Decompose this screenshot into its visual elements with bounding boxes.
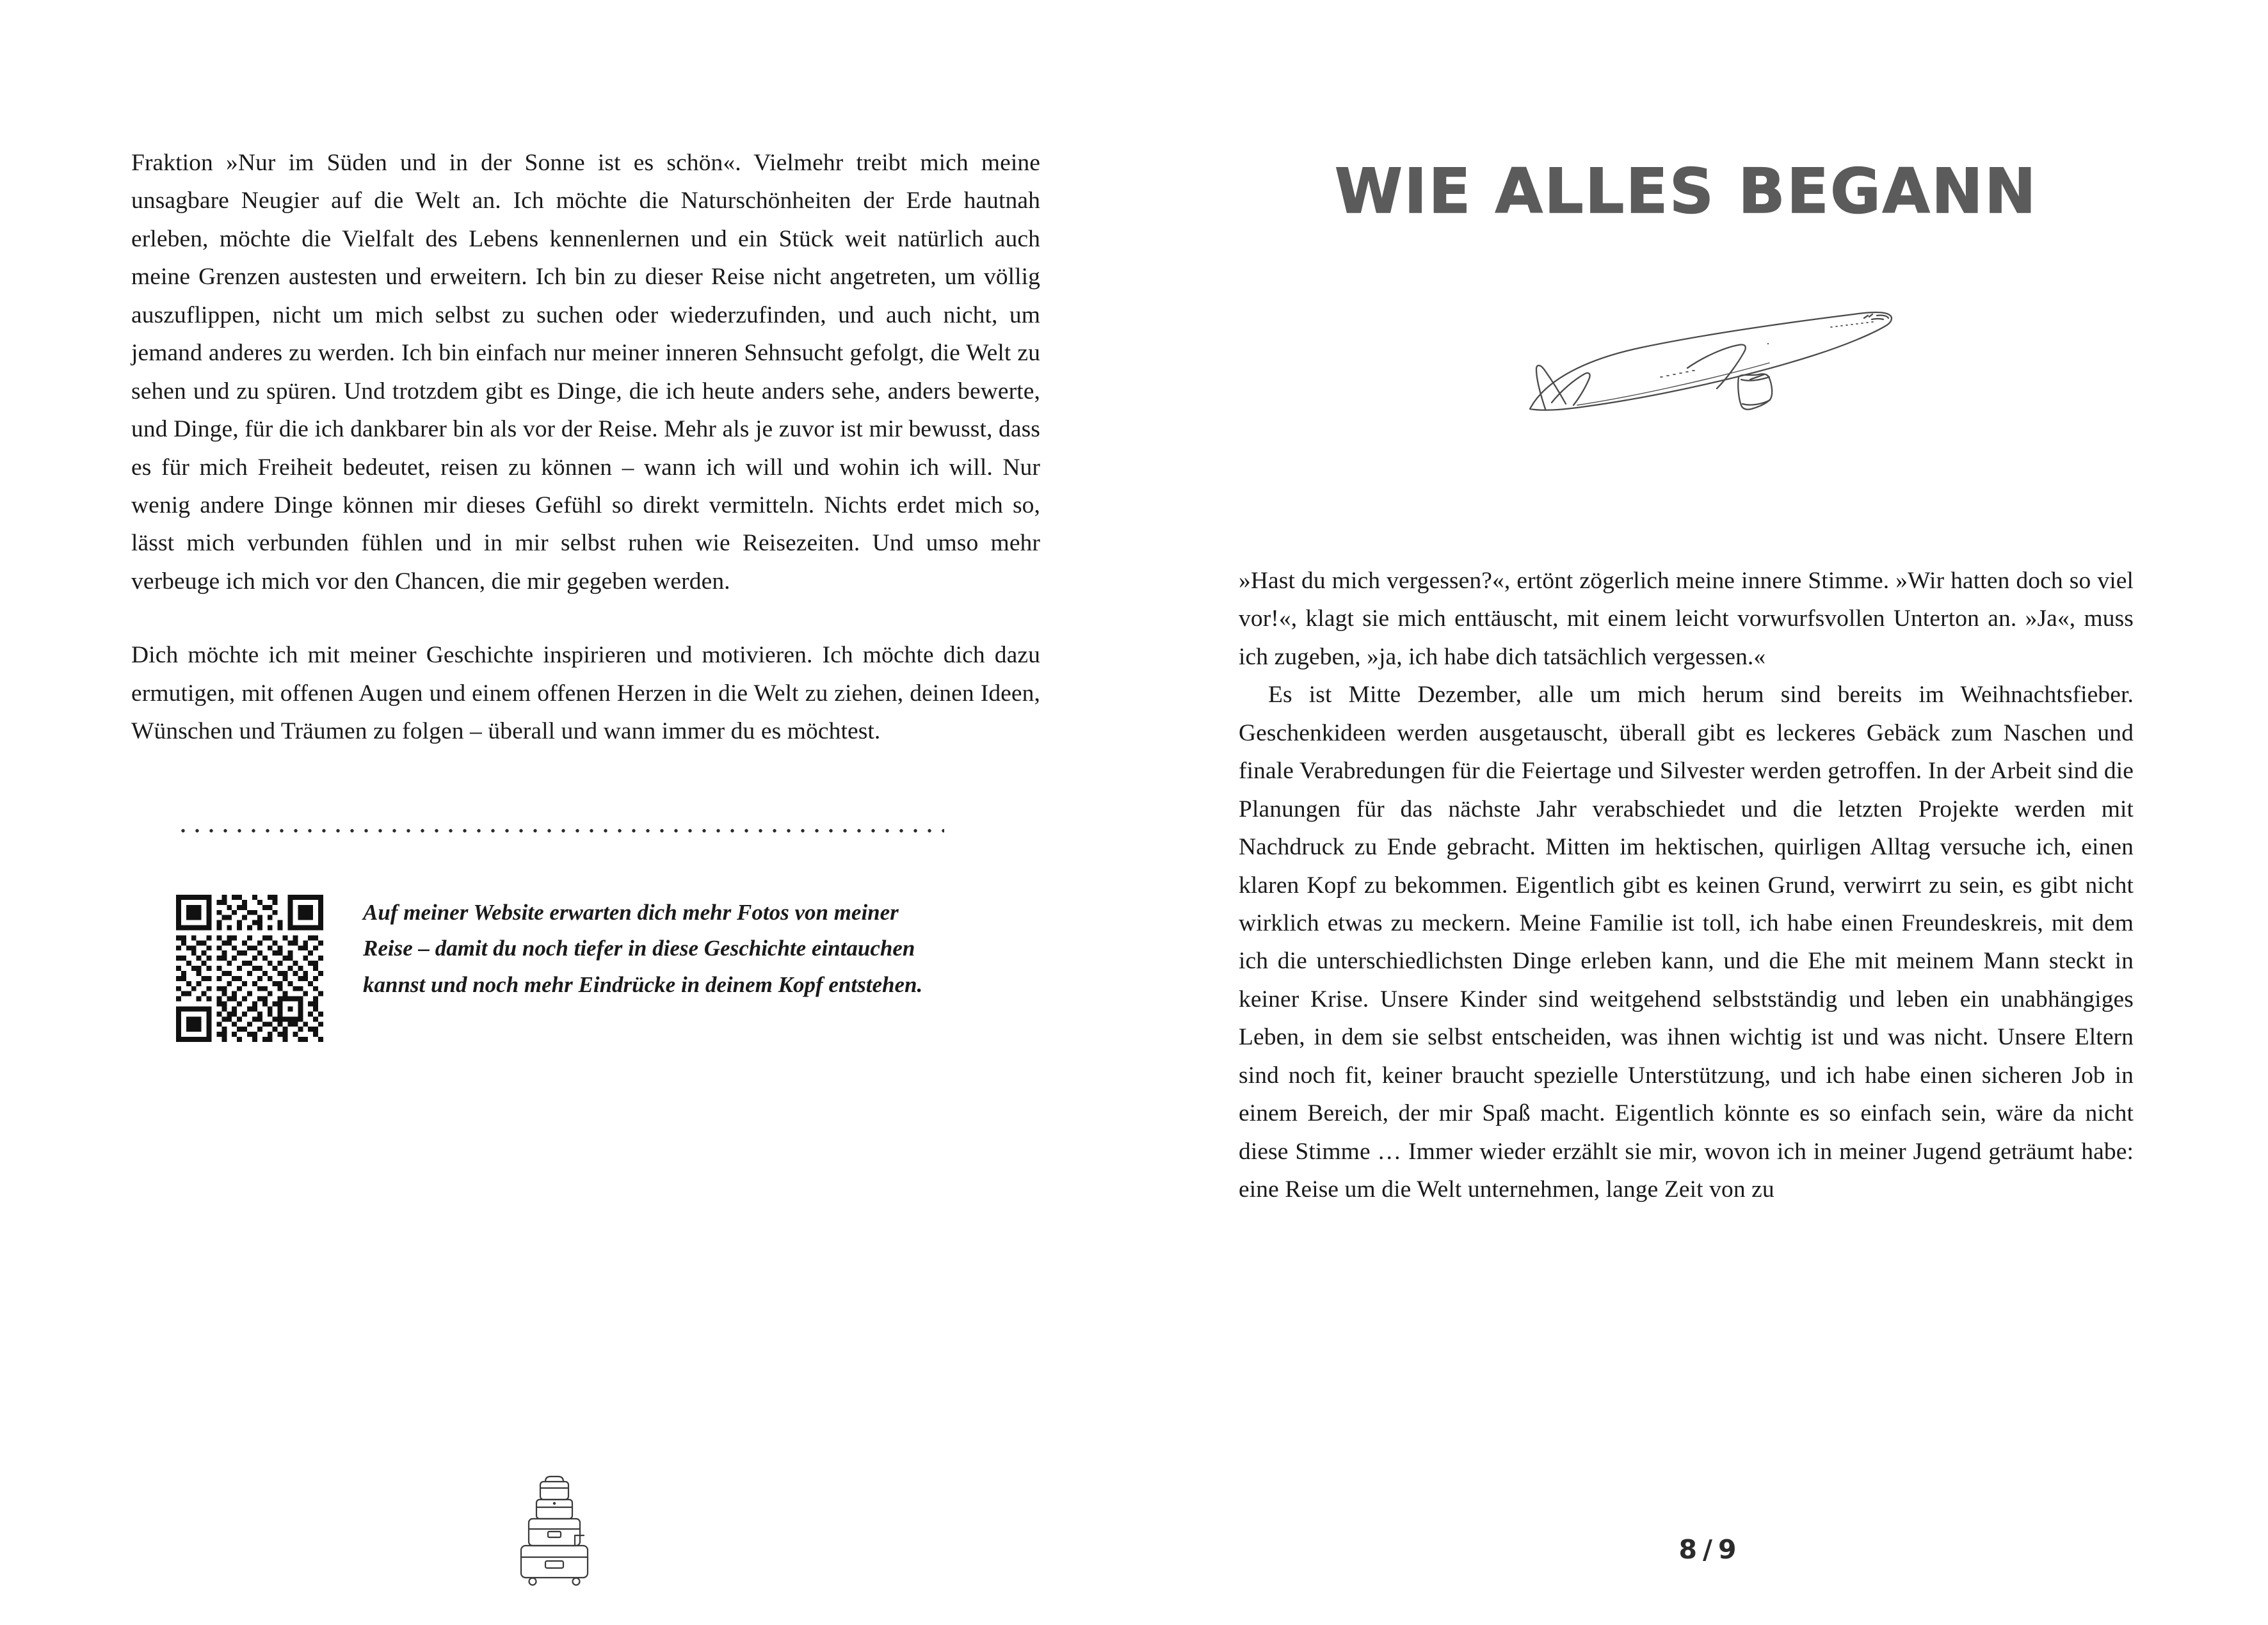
left-page-body — [131, 144, 1040, 751]
dotted-divider — [176, 828, 944, 834]
page-number-right: 9 — [1717, 1534, 1739, 1565]
paragraph: Fraktion »Nur im Süden und in der Sonne ist es schön«. Vielmehr treibt mich meine unsagbare Neugier auf die Welt an. Ich möchte die Naturschönheiten der Erde hautnah erleben, möchte die Vielfalt des Lebens kennenlernen und ein Stück weit natürlich auch meine Grenzen austesten und erweitern. Ich bin zu dieser Reise nicht angetreten, um völlig auszuflippen, nicht um mich selbst zu suchen oder wiederzufinden, und auch nicht, um jemand anderes zu werden. Ich bin einfach nur meiner inneren Sehnsucht gefolgt, die Welt zu sehen und zu spüren. Und trotzdem gibt es Dinge, die ich heute anders sehe, anders bewerte, und Dinge, für die ich dankbarer bin als vor der Reise. Mehr als je zuvor ist mir bewusst, dass es für mich Freiheit bedeutet, reisen zu können – wann ich will und wohin ich will. Nur wenig andere Dinge können mir dieses Gefühl so direkt vermitteln. Nichts erdet mich so, lässt mich verbunden fühlen und in mir selbst ruhen wie Reisezeiten. Und umso mehr verbeuge ich mich vor den Chancen, die mir gegeben werden. — [131, 150, 1040, 595]
paragraph: Es ist Mitte Dezember, alle um mich herum sind bereits im Weihnachtsfieber. Geschenkideen werden ausgetauscht, überall gibt es leckeres Gebäck zum Naschen und finale Verabredungen für die Feiertage und Silvester werden getroffen. In der Arbeit sind die Planungen für das nächste Jahr verabschiedet und die letzten Projekte werden mit Nachdruck zu Ende gebracht. Mitten im hektischen, quirligen Alltag versuche ich, einen klaren Kopf zu bekommen. Eigentlich gibt es keinen Grund, verwirrt zu sein, es gibt nicht wirklich etwas zu meckern. Meine Familie ist toll, ich habe einen Freundeskreis, mit dem ich die unterschiedlichsten Dinge erleben kann, und die Ehe mit meinem Mann steckt in keiner Krise. Unsere Kinder sind weitgehend selbstständig und leben ein unabhängiges Leben, in dem sie selbst entscheiden, was ihnen wichtig ist und was nicht. Unsere Eltern sind noch fit, keiner braucht spezielle Unterstützung, und ich habe einen sicheren Job in einem Bereich, der mir Spaß macht. Eigentlich könnte es so einfach sein, wäre da nicht diese Stimme … Immer wieder erzählt sie mir, wovon ich in meiner Jugend geträumt habe: eine Reise um die Welt unternehmen, lange Zeit von zu — [1239, 682, 2134, 1203]
website-qr-block — [176, 895, 1040, 1042]
qr-code-icon[interactable] — [176, 895, 323, 1042]
stacked-suitcases-icon — [512, 1465, 595, 1590]
page-number-left: 8 — [1678, 1534, 1699, 1565]
paragraph: Dich möchte ich mit meiner Geschichte inspirieren und motivieren. Ich möchte dich dazu ermutigen, mit offenen Augen und einem offenen Herzen in die Welt zu ziehen, deinen Ideen, Wünschen und Träumen zu folgen – überall und wann immer du es möchtest. — [131, 642, 1040, 745]
qr-caption: Auf meiner Website erwarten dich mehr Fotos von meiner Reise – damit du noch tiefer in diese Geschichte eintauchen kannst und noch mehr Eindrücke in deinem Kopf entstehen. — [363, 899, 923, 997]
page-number — [1149, 1534, 2268, 1565]
right-page — [1149, 0, 2268, 1625]
right-page-body — [1239, 562, 2134, 1208]
airplane-line-drawing-icon — [1239, 284, 2134, 476]
page-number-separator: / — [1703, 1534, 1714, 1565]
paragraph: »Hast du mich vergessen?«, ertönt zögerlich meine innere Stimme. »Wir hatten doch so viel vor!«, klagt sie mich enttäuscht, mit einem leicht vorwurfsvollen Unterton an. »Ja«, muss ich zugeben, »ja, ich habe dich tatsächlich vergessen.« — [1239, 568, 2134, 670]
page-title: WIE ALLES BEGANN — [1335, 156, 2038, 227]
